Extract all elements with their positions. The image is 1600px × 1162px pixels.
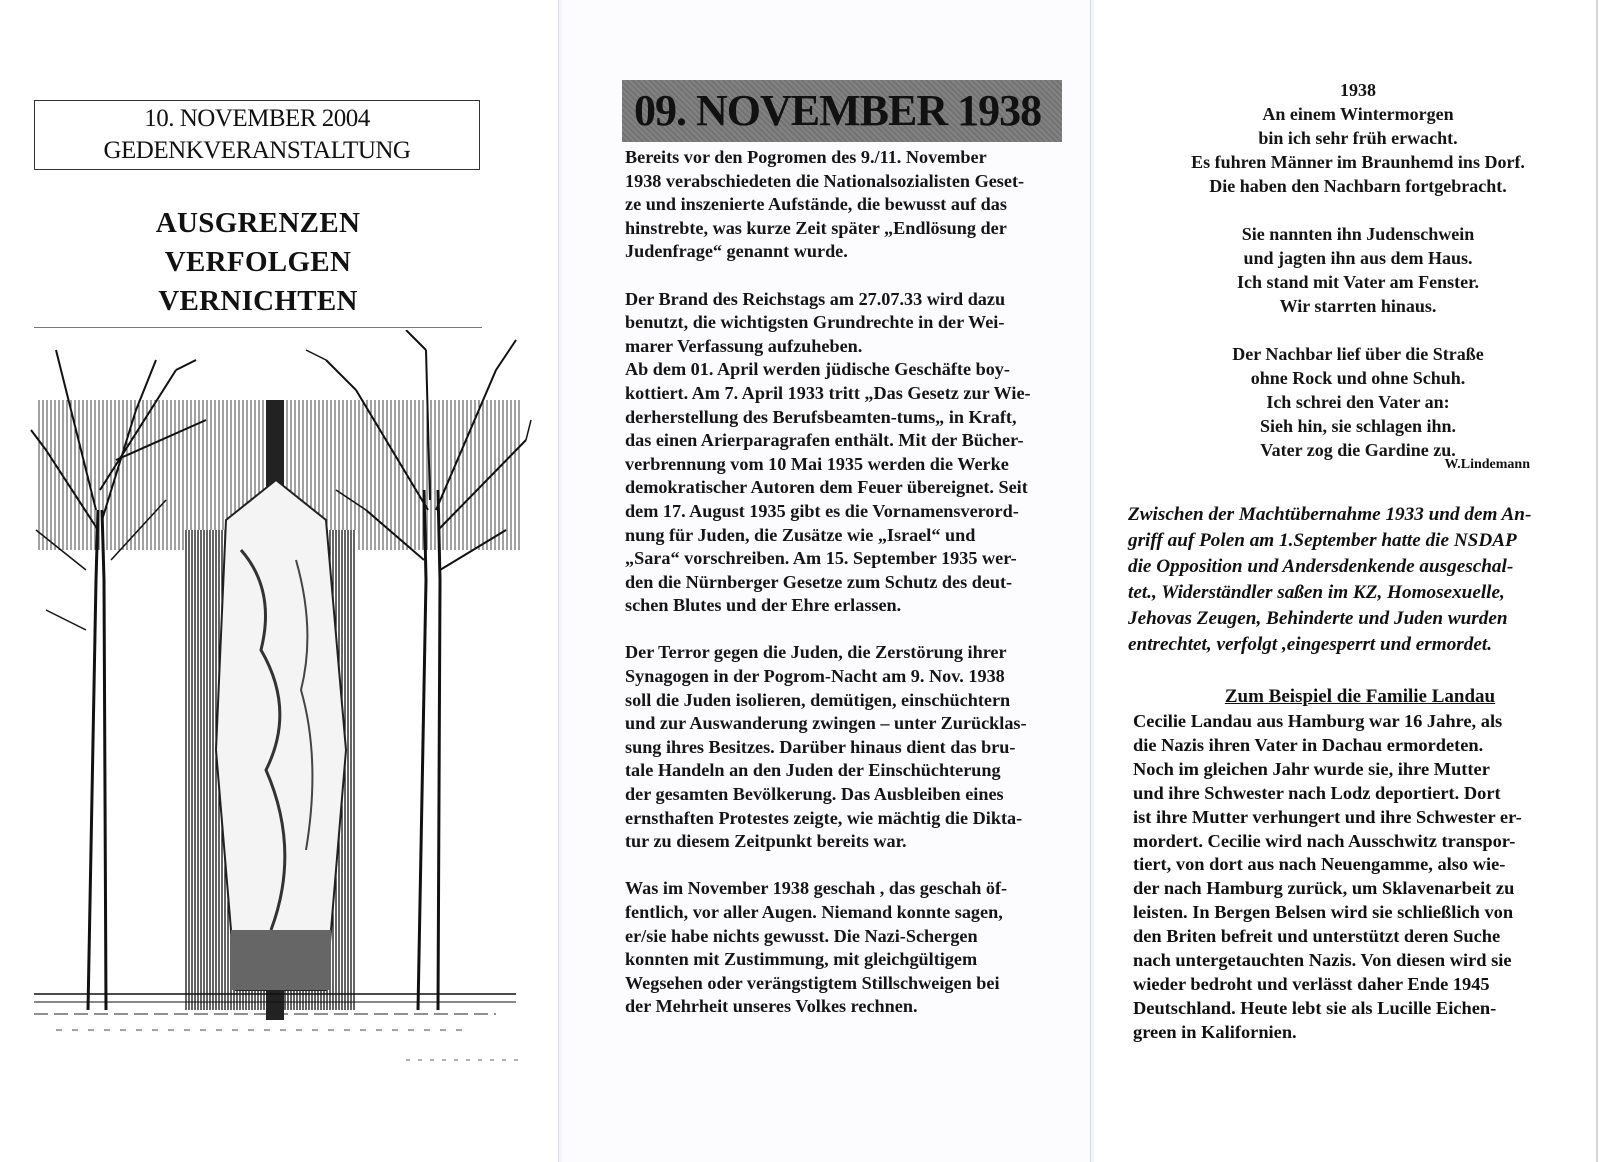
- text-line: konnten mit Zustimmung, mit gleichgültigem: [625, 949, 978, 970]
- motto-line-3: VERNICHTEN: [158, 285, 358, 317]
- example-line: green in Kalifornien.: [1133, 1021, 1297, 1042]
- motto-line-1: AUSGRENZEN: [155, 207, 361, 239]
- text-line: dem 17. August 1935 gibt es die Vornamensverord-: [625, 500, 1019, 521]
- poem-line: und jagten ihn aus dem Haus.: [1243, 248, 1473, 268]
- poem-stanza-2: [1108, 222, 1600, 318]
- text-line: Ab dem 01. April werden jüdische Geschäfte boy-: [625, 359, 1010, 380]
- history-text: [625, 146, 1075, 1043]
- event-title-box: [34, 100, 480, 170]
- summary-line: tet., Widerständler saßen im KZ, Homosexuelle,: [1128, 582, 1505, 603]
- text-line: Wegsehen oder verängstigtem Stillschweigen bei: [625, 972, 1000, 993]
- text-line: der Mehrheit unseres Volkes rechnen.: [625, 996, 918, 1017]
- poem-line: 1938: [1340, 80, 1376, 100]
- text-line: Der Terror gegen die Juden, die Zerstörung ihrer: [625, 642, 1007, 663]
- text-line: er/sie habe nichts gewusst. Die Nazi-Schergen: [625, 925, 978, 946]
- text-line: demokratischer Autoren dem Feuer übereignet. Seit: [625, 477, 1028, 498]
- example-line: wieder bedroht und verlässt daher Ende 1945: [1133, 973, 1490, 994]
- date-banner: 09. NOVEMBER 1938: [622, 80, 1062, 142]
- text-line: marer Verfassung aufzuheben.: [625, 335, 863, 356]
- poem-line: bin ich sehr früh erwacht.: [1258, 128, 1458, 148]
- text-line: das einen Arierparagrafen enthält. Mit der Bücher-: [625, 430, 1024, 451]
- example-text: [1133, 710, 1583, 1045]
- text-line: fentlich, vor aller Augen. Niemand konnte sagen,: [625, 902, 1003, 922]
- example-line: leisten. In Bergen Belsen wird sie schließlich von: [1133, 902, 1514, 923]
- summary-text: [1128, 502, 1588, 658]
- text-line: der gesamten Bevölkerung. Das Ausbleiben eines: [625, 784, 1004, 805]
- paragraph-1: [625, 146, 1075, 264]
- text-line: hinstrebte, was kurze Zeit später „Endlösung der: [625, 217, 1007, 238]
- poem-line: Sieh hin, sie schlagen ihn.: [1259, 416, 1457, 436]
- summary-line: die Opposition und Andersdenkende ausgeschal-: [1128, 556, 1514, 577]
- event-name: GEDENKVERANSTALTUNG: [103, 137, 411, 164]
- text-line: soll die Juden isolieren, demütigen, einschüchtern: [625, 689, 1011, 710]
- summary-line: Zwischen der Machtübernahme 1933 und dem An-: [1128, 504, 1532, 525]
- poem-author: W.Lindemann: [1444, 457, 1530, 472]
- poem-line: Sie nannten ihn Judenschwein: [1241, 224, 1475, 244]
- poem-line: Es fuhren Männer im Braunhemd ins Dorf.: [1191, 152, 1525, 172]
- example-line: und ihre Schwester nach Lodz deportiert. Dort: [1133, 782, 1501, 803]
- text-line: derherstellung des Berufsbeamten-tums„ in Kraft,: [625, 406, 1017, 427]
- text-line: den die Nürnberger Gesetze zum Schutz des deut-: [625, 571, 1013, 592]
- text-line: schen Blutes und der Ehre erlassen.: [625, 595, 902, 616]
- poem-line: Wir starrten hinaus.: [1279, 296, 1437, 316]
- poem-line: Ich stand mit Vater am Fenster.: [1237, 272, 1479, 292]
- event-date: 10. NOVEMBER 2004: [144, 105, 370, 132]
- poem-line: An einem Wintermorgen: [1262, 104, 1454, 124]
- text-line: ze und inszenierte Aufstände, die bewusst auf das: [625, 194, 1007, 215]
- poem-stanza-1: [1108, 78, 1600, 198]
- paragraph-4: [625, 641, 1075, 853]
- text-line: nung für Juden, die Zusätze wie „Israel“ und: [625, 524, 976, 545]
- motto: [58, 204, 458, 321]
- poem-line: Vater zog die Gardine zu.: [1260, 440, 1456, 460]
- memorial-illustration: [26, 330, 534, 1100]
- summary-line: entrechtet, verfolgt ,eingesperrt und ermordet.: [1128, 634, 1493, 655]
- text-line: kottiert. Am 7. April 1933 tritt „Das Gesetz zur Wie-: [625, 382, 1031, 403]
- example-line: ist ihre Mutter verhungert und ihre Schwester er-: [1133, 806, 1522, 827]
- paragraph-2: [625, 288, 1075, 359]
- text-line: Synagogen in der Pogrom-Nacht am 9. Nov. 1938: [625, 666, 1005, 687]
- text-line: ernsthaften Protestes zeigte, wie mächtig die Dikta-: [625, 807, 1023, 828]
- example-line: mordert. Cecilie wird nach Ausschwitz transpor-: [1133, 830, 1516, 851]
- poem-line: Der Nachbar lief über die Straße: [1232, 344, 1484, 364]
- poem: [1108, 78, 1600, 486]
- poem-line: Die haben den Nachbarn fortgebracht.: [1209, 176, 1507, 196]
- example-line: die Nazis ihren Vater in Dachau ermordeten.: [1133, 734, 1484, 755]
- paragraph-5: [625, 877, 1075, 1019]
- example-line: tiert, von dort aus nach Neuengamme, also wie-: [1133, 854, 1506, 875]
- text-line: und zur Auswanderung zwingen – unter Zurücklas-: [625, 713, 1027, 734]
- paragraph-3: [625, 358, 1075, 618]
- text-line: sung ihres Besitzes. Darüber hinaus dient das bru-: [625, 736, 1016, 757]
- divider-rule: [34, 327, 482, 328]
- poem-line: ohne Rock und ohne Schuh.: [1250, 368, 1466, 388]
- example-line: den Briten befreit und unterstützt deren Suche: [1133, 926, 1501, 947]
- text-line: verbrennung vom 10 Mai 1935 werden die Werke: [625, 453, 1009, 474]
- text-line: tur zu diesem Zeitpunkt bereits war.: [625, 831, 907, 852]
- text-line: Bereits vor den Pogromen des 9./11. November: [625, 147, 987, 167]
- example-line: Deutschland. Heute lebt sie als Lucille Eichen-: [1133, 997, 1497, 1018]
- text-line: benutzt, die wichtigsten Grundrechte in der Wei-: [625, 312, 1005, 333]
- example-line: Cecilie Landau aus Hamburg war 16 Jahre, als: [1133, 711, 1503, 731]
- text-line: Was im November 1938 geschah , das geschah öf-: [625, 878, 1008, 899]
- text-line: Judenfrage“ genannt wurde.: [625, 241, 848, 262]
- text-line: 1938 verabschiedeten die Nationalsozialisten Geset-: [625, 170, 1025, 191]
- example-line: Noch im gleichen Jahr wurde sie, ihre Mutter: [1133, 758, 1490, 779]
- poem-stanza-3: [1108, 342, 1600, 462]
- poem-line: Ich schrei den Vater an:: [1266, 392, 1450, 412]
- example-line: nach untergetauchten Nazis. Von diesen wird sie: [1133, 950, 1512, 971]
- example-heading: Zum Beispiel die Familie Landau: [1224, 686, 1496, 707]
- summary-line: Jehovas Zeugen, Behinderte und Juden wurden: [1128, 608, 1508, 629]
- text-line: Der Brand des Reichstags am 27.07.33 wird dazu: [625, 288, 1006, 309]
- summary-line: griff auf Polen am 1.September hatte die NSDAP: [1128, 530, 1517, 551]
- text-line: tale Handeln an den Juden der Einschüchterung: [625, 760, 1001, 781]
- example-line: der nach Hamburg zurück, um Sklavenarbeit zu: [1133, 878, 1515, 899]
- text-line: „Sara“ vorschreiben. Am 15. September 1935 wer-: [625, 548, 1017, 569]
- motto-line-2: VERFOLGEN: [164, 246, 352, 278]
